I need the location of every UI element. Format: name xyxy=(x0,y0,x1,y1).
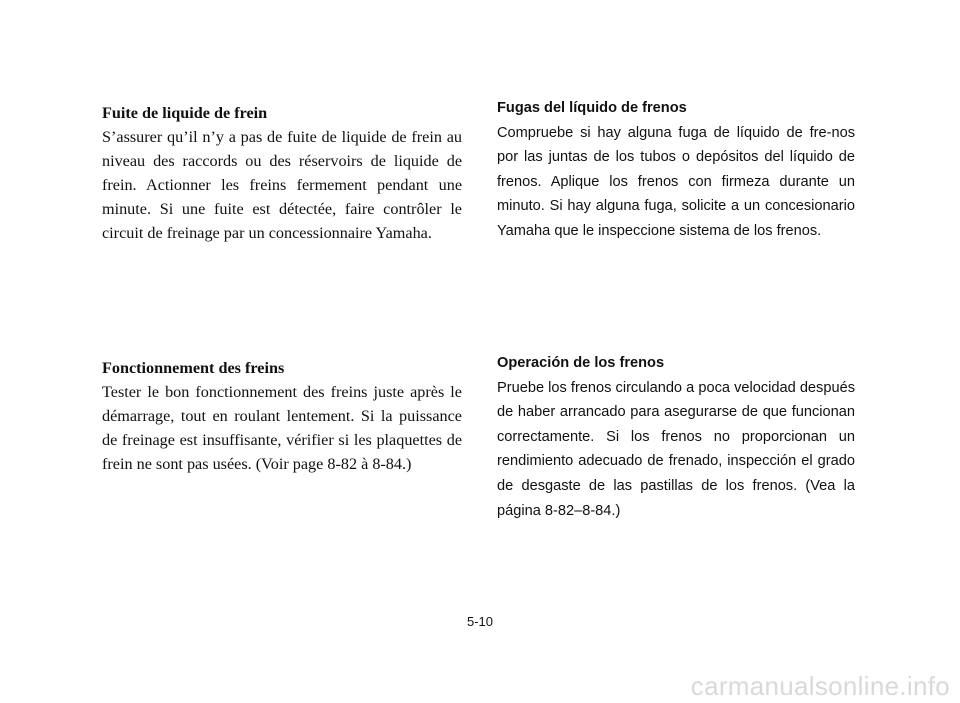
french-section-brake-fluid-leak xyxy=(102,101,462,245)
page-number: 5-10 xyxy=(466,614,494,629)
french-heading-brake-fluid-leak: Fuite de liquide de frein xyxy=(102,104,268,122)
spanish-heading-brake-fluid-leak: Fugas del líquido de frenos xyxy=(497,100,687,116)
french-paragraph-brake-operation: Tester le bon fonctionnement des freins juste après le démarrage, tout en roulant lentement. Si la puissance de freinage est insuffisante, vérifier si les plaquettes de frein ne sont pas usées. (Voir page 8-82 à 8-84.) xyxy=(102,383,462,473)
french-section-brake-operation xyxy=(102,356,462,476)
watermark: carmanualsonline.info xyxy=(690,671,950,701)
spanish-heading-brake-operation: Operación de los frenos xyxy=(497,355,665,371)
french-heading-brake-operation: Fonctionnement des freins xyxy=(102,359,285,377)
french-paragraph-brake-fluid-leak: S’assurer qu’il n’y a pas de fuite de liquide de frein au niveau des raccords ou des réservoirs de liquide de frein. Actionner les freins fermement pendant une minute. Si une fuite est détectée, faire contrôler le circuit de freinage par un concessionnaire Yamaha. xyxy=(102,128,462,242)
spanish-paragraph-brake-fluid-leak: Compruebe si hay alguna fuga de líquido de fre-nos por las juntas de los tubos o depósitos del líquido de frenos. Aplique los frenos con firmeza durante un minuto. Si hay alguna fuga, solicite a un concesionario Yamaha que le inspeccione sistema de los frenos. xyxy=(497,124,855,239)
spanish-paragraph-brake-operation: Pruebe los frenos circulando a poca velocidad después de haber arrancado para asegurarse de que funcionan correctamente. Si los frenos no proporcionan un rendimiento adecuado de frenado, inspección el grado de desgaste de las pastillas de los frenos. (Vea la página 8-82–8-84.) xyxy=(497,379,855,519)
spanish-section-brake-fluid-leak xyxy=(497,96,855,244)
spanish-section-brake-operation xyxy=(497,351,855,523)
